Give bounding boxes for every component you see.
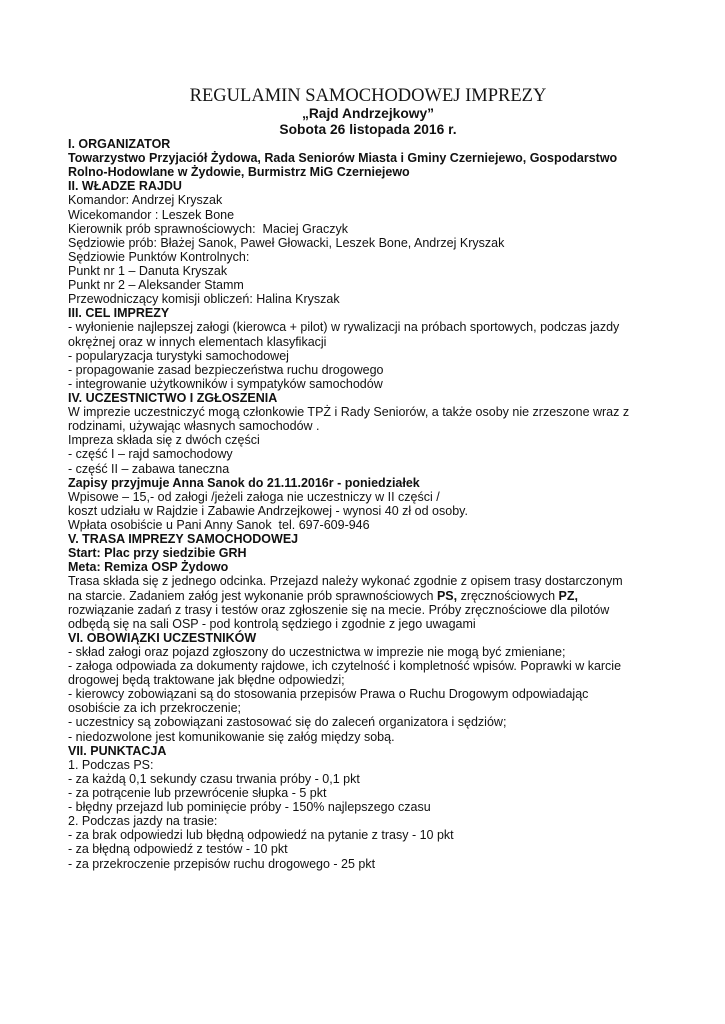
text-line: VI. OBOWIĄZKI UCZESTNIKÓW	[68, 630, 257, 645]
text-line: I. ORGANIZATOR	[68, 137, 171, 151]
text-line: Towarzystwo Przyjaciół Żydowa, Rada Seniorów Miasta i Gminy Czerniejewo, Gospodarstwo	[68, 151, 618, 166]
text-line: Zapisy przyjmuje Anna Sanok do 21.11.2016r - poniedziałek	[68, 475, 420, 490]
text-line: Wicekomandor : Leszek Bone	[68, 207, 235, 222]
text-line: - za przekroczenie przepisów ruchu drogowego - 25 pkt	[68, 856, 376, 871]
text-line: Komandor: Andrzej Kryszak	[68, 193, 223, 208]
text-line: W imprezie uczestniczyć mogą członkowie TPŻ i Rady Seniorów, a także osoby nie zrzeszone wraz z	[68, 405, 630, 420]
text-segment: na starcie. Zadaniem załóg jest wykonanie prób sprawnościowych	[68, 588, 437, 603]
text-line: 1. Podczas PS:	[68, 757, 154, 772]
text-segment: zręcznościowych	[457, 588, 559, 603]
text-line: Punkt nr 2 – Aleksander Stamm	[68, 278, 244, 293]
text-line: Impreza składa się z dwóch części	[68, 433, 260, 448]
text-line: - skład załogi oraz pojazd zgłoszony do uczestnictwa w imprezie nie mogą być zmieniane;	[68, 644, 566, 659]
emphasized-text: PS,	[436, 588, 458, 603]
document-body	[68, 137, 668, 871]
document-date: Sobota 26 listopada 2016 r.	[279, 122, 457, 137]
text-line: II. WŁADZE RAJDU	[68, 179, 182, 194]
text-line: - część II – zabawa taneczna	[68, 461, 230, 476]
text-line: - załoga odpowiada za dokumenty rajdowe, ich czytelność i kompletność wpisów. Poprawki w karcie	[68, 659, 622, 674]
text-line: - część I – rajd samochodowy	[68, 447, 233, 462]
text-line: rozwiązanie zadań z trasy i testów oraz zgłoszenie się na mecie. Próby zręcznościowe dla pilotów	[68, 602, 610, 617]
text-line: Punkt nr 1 – Danuta Kryszak	[68, 263, 228, 278]
text-line: - kierowcy zobowiązani są do stosowania przepisów Prawa o Ruchu Drogowym odpowiadając	[68, 687, 589, 702]
text-line: - za błędną odpowiedź z testów - 10 pkt	[68, 842, 288, 857]
text-line: III. CEL IMPREZY	[68, 306, 170, 321]
text-line: Meta: Remiza OSP Żydowo	[68, 560, 229, 575]
text-line: VII. PUNKTACJA	[68, 743, 167, 758]
text-line: - błędny przejazd lub pominięcie próby - 150% najlepszego czasu	[68, 800, 431, 815]
text-line: Sędziowie Punktów Kontrolnych:	[68, 249, 250, 264]
text-line: Rolno-Hodowlane w Żydowie, Burmistrz MiG Czerniejewo	[68, 165, 410, 180]
text-line: okrężnej oraz w innych elementach klasyfikacji	[68, 334, 327, 349]
text-line: koszt udziału w Rajdzie i Zabawie Andrzejkowej - wynosi 40 zł od osoby.	[68, 503, 468, 518]
document-subtitle: „Rajd Andrzejkowy”	[301, 106, 435, 121]
text-line: - za brak odpowiedzi lub błędną odpowiedź na pytanie z trasy - 10 pkt	[68, 828, 454, 843]
text-line: Sędziowie prób: Błażej Sanok, Paweł Głowacki, Leszek Bone, Andrzej Kryszak	[68, 235, 505, 250]
text-line: - propagowanie zasad bezpieczeństwa ruchu drogowego	[68, 362, 384, 377]
text-line: - integrowanie użytkowników i sympatyków samochodów	[68, 376, 383, 391]
document-page	[68, 86, 668, 871]
document-title: REGULAMIN SAMOCHODOWEJ IMPREZY	[189, 86, 547, 106]
text-line: - za potrącenie lub przewrócenie słupka - 5 pkt	[68, 786, 327, 801]
text-line: drogowej będą traktowane jak błędne odpowiedzi;	[68, 673, 345, 688]
text-line: odbędą się na sali OSP - pod kontrolą sędziego i zgodnie z jego uwagami	[68, 616, 476, 631]
text-line: - uczestnicy są zobowiązani zastosować się do zaleceń organizatora i sędziów;	[68, 715, 507, 730]
text-line: Start: Plac przy siedzibie GRH	[68, 546, 247, 561]
text-line: Trasa składa się z jednego odcinka. Przejazd należy wykonać zgodnie z opisem trasy dostarczonym	[68, 574, 623, 589]
text-line: rodzinami, używając własnych samochodów .	[68, 419, 320, 434]
emphasized-text: PZ,	[558, 588, 578, 603]
text-line: Przewodniczący komisji obliczeń: Halina Kryszak	[68, 292, 340, 307]
text-line	[68, 589, 668, 603]
text-line: Wpisowe – 15,- od załogi /jeżeli załoga nie uczestniczy w II części /	[68, 489, 440, 504]
text-line: V. TRASA IMPREZY SAMOCHODOWEJ	[68, 532, 299, 547]
text-line: Wpłata osobiście u Pani Anny Sanok tel. 697-609-946	[68, 517, 370, 532]
text-line: - za każdą 0,1 sekundy czasu trwania próby - 0,1 pkt	[68, 771, 360, 786]
text-line: - popularyzacja turystyki samochodowej	[68, 348, 289, 363]
text-line: IV. UCZESTNICTWO I ZGŁOSZENIA	[68, 390, 278, 405]
text-line: osobiście za ich przekroczenie;	[68, 701, 241, 716]
text-line: 2. Podczas jazdy na trasie:	[68, 814, 218, 829]
text-line: - wyłonienie najlepszej załogi (kierowca + pilot) w rywalizacji na próbach sportowych, podczas jazdy	[68, 320, 620, 335]
text-line: - niedozwolone jest komunikowanie się załóg między sobą.	[68, 729, 395, 744]
text-line: Kierownik prób sprawnościowych: Maciej Graczyk	[68, 221, 348, 236]
